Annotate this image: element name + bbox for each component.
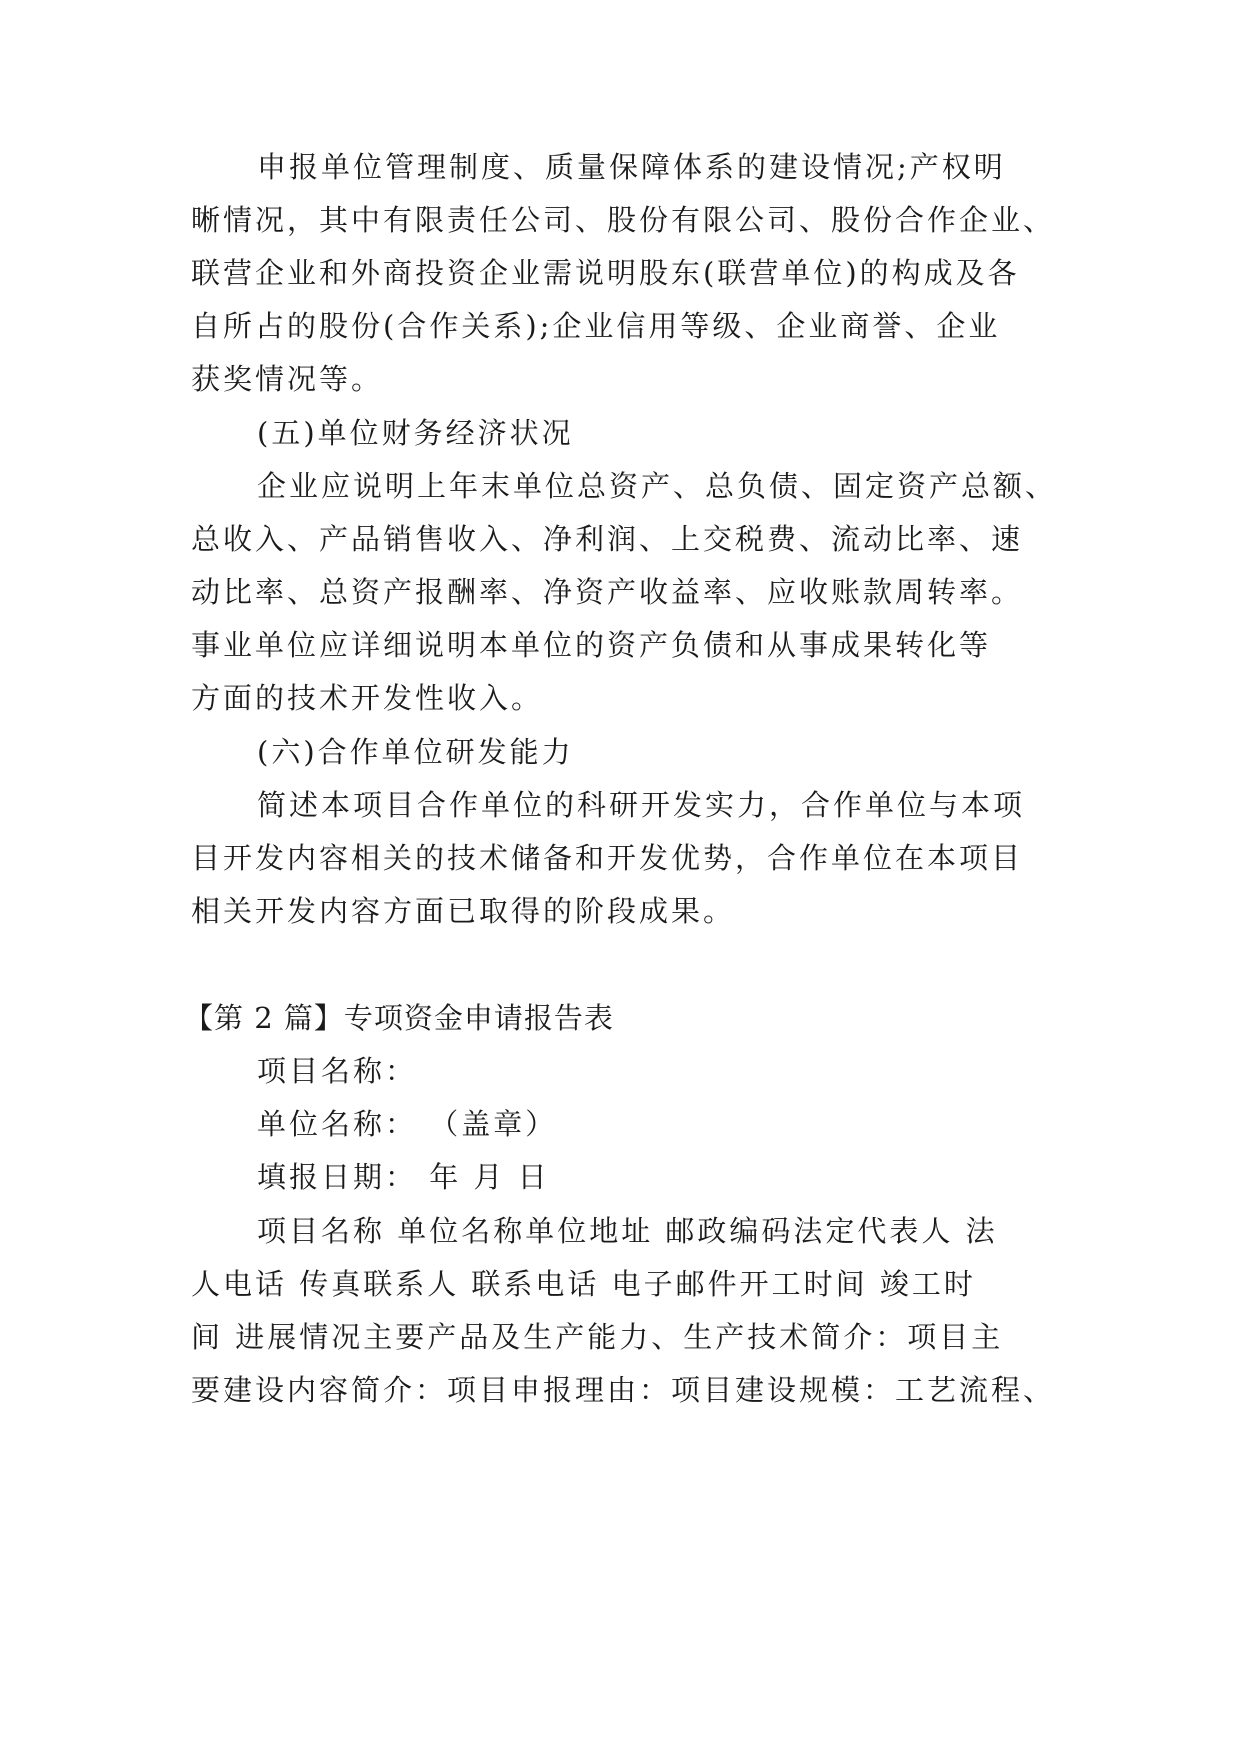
section-heading-partner-rd: (六)合作单位研发能力 [257, 735, 574, 769]
section-heading-finance: (五)单位财务经济状况 [257, 416, 574, 450]
paragraph-finance-line-3: 动比率、总资产报酬率、净资产收益率、应收账款周转率。 [191, 575, 1024, 609]
paragraph-partner-line-2: 目开发内容相关的技术储备和开发优势，合作单位在本项目 [191, 841, 1024, 875]
form-field-fill-date: 填报日期： 年 月 日 [257, 1160, 550, 1194]
paragraph-finance-line-1: 企业应说明上年末单位总资产、总负债、固定资产总额、 [257, 469, 1058, 503]
paragraph-form-items-line-4: 要建设内容简介：项目申报理由：项目建设规模：工艺流程、 [191, 1373, 1056, 1407]
paragraph-management-line-5: 获奖情况等。 [191, 362, 384, 396]
form-field-unit-name: 单位名称： （盖章） [257, 1107, 558, 1141]
paragraph-management-line-2: 晰情况，其中有限责任公司、股份有限公司、股份合作企业、 [191, 203, 1056, 237]
paragraph-form-items-line-1: 项目名称 单位名称单位地址 邮政编码法定代表人 法 [257, 1214, 998, 1248]
paragraph-management-line-3: 联营企业和外商投资企业需说明股东(联营单位)的构成及各 [191, 256, 1020, 290]
paragraph-management-line-1: 申报单位管理制度、质量保障体系的建设情况;产权明 [257, 150, 1006, 184]
paragraph-form-items-line-3: 间 进展情况主要产品及生产能力、生产技术简介：项目主 [191, 1320, 1004, 1354]
form-field-project-name: 项目名称： [257, 1054, 418, 1088]
paragraph-management-line-4: 自所占的股份(合作关系);企业信用等级、企业商誉、企业 [191, 309, 1001, 343]
paragraph-partner-line-1: 简述本项目合作单位的科研开发实力，合作单位与本项 [257, 788, 1026, 822]
paragraph-finance-line-4: 事业单位应详细说明本单位的资产负债和从事成果转化等 [191, 628, 992, 662]
paragraph-form-items-line-2: 人电话 传真联系人 联系电话 电子邮件开工时间 竣工时 [191, 1267, 976, 1301]
paragraph-finance-line-5: 方面的技术开发性收入。 [191, 681, 544, 715]
paragraph-partner-line-3: 相关开发内容方面已取得的阶段成果。 [191, 894, 736, 928]
chapter-heading: 【第 2 篇】专项资金申请报告表 [184, 1001, 614, 1035]
paragraph-finance-line-2: 总收入、产品销售收入、净利润、上交税费、流动比率、速 [191, 522, 1024, 556]
